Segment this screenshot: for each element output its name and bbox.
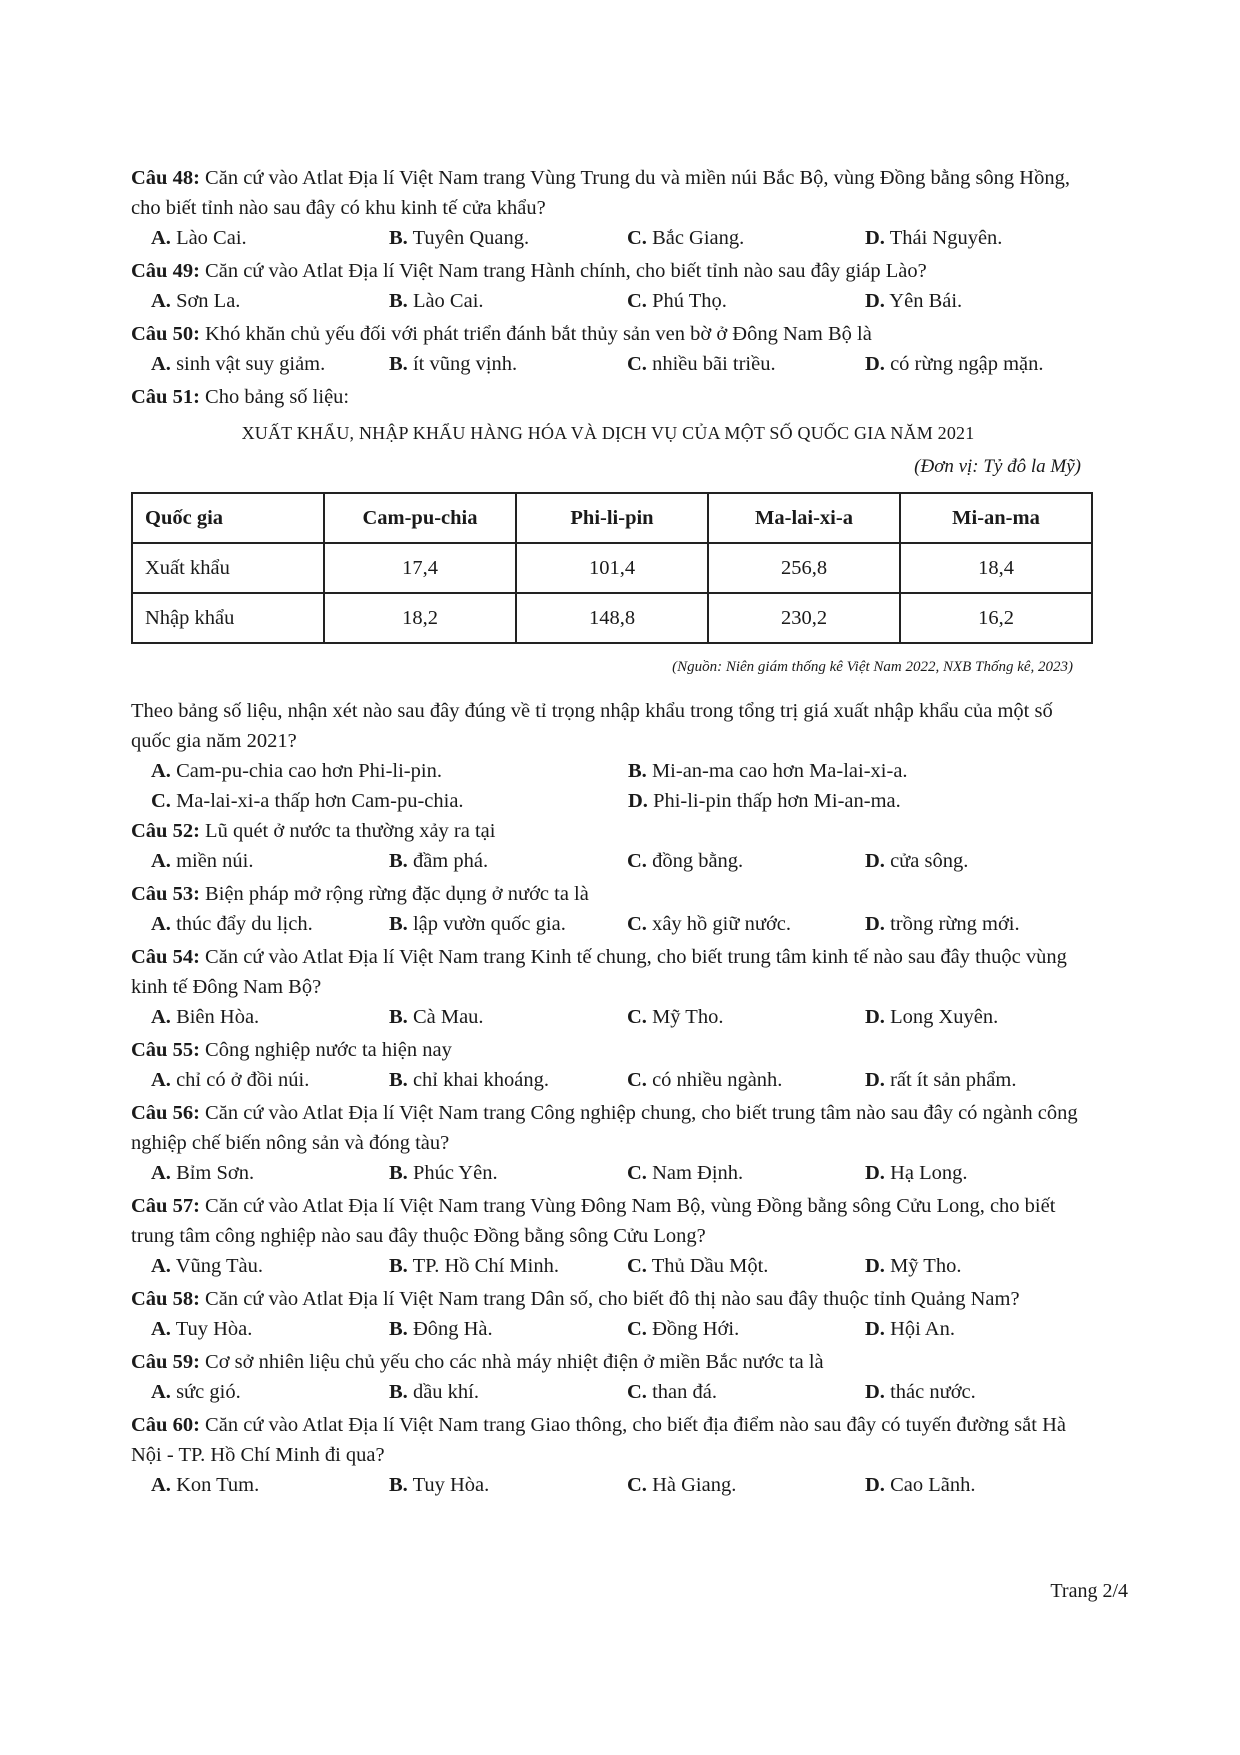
answer-option-b[interactable]: B. Cà Mau. bbox=[389, 1006, 484, 1028]
question-text: Căn cứ vào Atlat Địa lí Việt Nam trang Công nghiệp chung, cho biết trung tâm nào sau đây có ngành công nghiệp chế biến nông sản và đóng tàu? bbox=[131, 1102, 1078, 1154]
answer-option-a[interactable]: A. sinh vật suy giảm. bbox=[151, 353, 326, 375]
question bbox=[131, 256, 1085, 316]
answer-option-d[interactable]: D. Hạ Long. bbox=[865, 1162, 968, 1184]
answer-options bbox=[131, 349, 1085, 379]
answer-option-d[interactable]: D. Mỹ Tho. bbox=[865, 1255, 962, 1277]
answer-option-a[interactable]: A. Sơn La. bbox=[151, 290, 241, 312]
answer-option-b[interactable]: B. dầu khí. bbox=[389, 1381, 479, 1403]
question-text: Căn cứ vào Atlat Địa lí Việt Nam trang Giao thông, cho biết địa điểm nào sau đây có tuyến đường sắt Hà Nội - TP. Hồ Chí Minh đi qua? bbox=[131, 1414, 1066, 1466]
answer-option-d[interactable]: D. rất ít sản phẩm. bbox=[865, 1069, 1017, 1091]
question-label: Câu 50: bbox=[131, 323, 200, 345]
data-table bbox=[131, 492, 1093, 644]
question-label: Câu 49: bbox=[131, 260, 200, 282]
question-text: Công nghiệp nước ta hiện nay bbox=[199, 1039, 452, 1061]
question-label: Câu 59: bbox=[131, 1351, 200, 1373]
answer-option-a[interactable]: A. Bỉm Sơn. bbox=[151, 1162, 255, 1184]
question bbox=[131, 163, 1085, 253]
question-text: Theo bảng số liệu, nhận xét nào sau đây đúng về tỉ trọng nhập khẩu trong tổng trị giá xuất nhập khẩu của một số quốc gia năm 2021? bbox=[131, 700, 1053, 752]
table-cell: 18,2 bbox=[324, 593, 516, 643]
header-cell: Quốc gia bbox=[132, 493, 324, 543]
questions-48-50 bbox=[131, 163, 1085, 379]
answer-option-a[interactable]: A. chỉ có ở đồi núi. bbox=[151, 1069, 310, 1091]
answer-option-b[interactable]: B. Mi-an-ma cao hơn Ma-lai-xi-a. bbox=[628, 760, 908, 782]
answer-option-c[interactable]: C. Nam Định. bbox=[627, 1162, 744, 1184]
table-row bbox=[132, 543, 1092, 593]
answer-option-b[interactable]: B. Phúc Yên. bbox=[389, 1162, 498, 1184]
question-label: Câu 53: bbox=[131, 883, 200, 905]
answer-option-c[interactable]: C. than đá. bbox=[627, 1381, 717, 1403]
answer-option-d[interactable]: D. Thái Nguyên. bbox=[865, 227, 1003, 249]
answer-option-b[interactable]: B. ít vũng vịnh. bbox=[389, 353, 518, 375]
table-unit: (Đơn vị: Tỷ đô la Mỹ) bbox=[914, 456, 1081, 477]
question bbox=[131, 1191, 1085, 1281]
question-label: Câu 51: bbox=[131, 386, 200, 408]
question-label: Câu 58: bbox=[131, 1288, 200, 1310]
answer-option-c[interactable]: C. Thủ Dầu Một. bbox=[627, 1255, 769, 1277]
answer-options bbox=[131, 1251, 1085, 1281]
answer-option-c[interactable]: C. Mỹ Tho. bbox=[627, 1006, 724, 1028]
answer-option-a[interactable]: A. Vũng Tàu. bbox=[151, 1255, 263, 1277]
question-label: Câu 56: bbox=[131, 1102, 200, 1124]
question bbox=[131, 1098, 1085, 1188]
question bbox=[131, 1410, 1085, 1500]
question-label: Câu 52: bbox=[131, 820, 200, 842]
header-cell: Mi-an-ma bbox=[900, 493, 1092, 543]
question bbox=[131, 319, 1085, 379]
answer-option-d[interactable]: D. cửa sông. bbox=[865, 850, 969, 872]
questions-52-60 bbox=[131, 816, 1085, 1500]
answer-option-c[interactable]: C. có nhiều ngành. bbox=[627, 1069, 783, 1091]
header-cell: Phi-li-pin bbox=[516, 493, 708, 543]
question-text: Căn cứ vào Atlat Địa lí Việt Nam trang Vùng Trung du và miền núi Bắc Bộ, vùng Đồng bằng sông Hồng, cho biết tỉnh nào sau đây có khu kinh tế cửa khẩu? bbox=[131, 167, 1070, 219]
answer-option-a[interactable]: A. thúc đẩy du lịch. bbox=[151, 913, 313, 935]
answer-option-d[interactable]: D. thác nước. bbox=[865, 1381, 976, 1403]
table-cell: 16,2 bbox=[900, 593, 1092, 643]
answer-option-a[interactable]: A. sức gió. bbox=[151, 1381, 241, 1403]
question-label: Câu 48: bbox=[131, 167, 200, 189]
answer-option-d[interactable]: D. Cao Lãnh. bbox=[865, 1474, 976, 1496]
answer-option-b[interactable]: B. lập vườn quốc gia. bbox=[389, 913, 566, 935]
question bbox=[131, 879, 1085, 939]
answer-options bbox=[131, 1470, 1085, 1500]
answer-options bbox=[131, 756, 1085, 816]
answer-option-d[interactable]: D. có rừng ngập mặn. bbox=[865, 353, 1044, 375]
table-row bbox=[132, 593, 1092, 643]
question-label: Câu 55: bbox=[131, 1039, 200, 1061]
answer-option-b[interactable]: B. Tuy Hòa. bbox=[389, 1474, 490, 1496]
answer-option-b[interactable]: B. Đông Hà. bbox=[389, 1318, 493, 1340]
question-text: Căn cứ vào Atlat Địa lí Việt Nam trang Kinh tế chung, cho biết trung tâm kinh tế nào sau đây thuộc vùng kinh tế Đông Nam Bộ? bbox=[131, 946, 1067, 998]
table-cell: 101,4 bbox=[516, 543, 708, 593]
table-header-row bbox=[132, 493, 1092, 543]
answer-option-a[interactable]: A. Lào Cai. bbox=[151, 227, 247, 249]
answer-option-c[interactable]: C. Ma-lai-xi-a thấp hơn Cam-pu-chia. bbox=[151, 790, 464, 812]
table-cell: 230,2 bbox=[708, 593, 900, 643]
question-text: Cho bảng số liệu: bbox=[199, 386, 350, 408]
question-51 bbox=[131, 382, 1085, 816]
table-source: (Nguồn: Niên giám thống kê Việt Nam 2022, NXB Thống kê, 2023) bbox=[672, 659, 1073, 675]
question-text: Cơ sở nhiên liệu chủ yếu cho các nhà máy nhiệt điện ở miền Bắc nước ta là bbox=[199, 1351, 824, 1373]
answer-options bbox=[131, 1158, 1085, 1188]
answer-option-d[interactable]: D. Phi-li-pin thấp hơn Mi-an-ma. bbox=[628, 790, 901, 812]
answer-option-a[interactable]: A. Kon Tum. bbox=[151, 1474, 260, 1496]
answer-option-d[interactable]: D. trồng rừng mới. bbox=[865, 913, 1020, 935]
table-cell: 17,4 bbox=[324, 543, 516, 593]
answer-option-b[interactable]: B. Tuyên Quang. bbox=[389, 227, 530, 249]
answer-options bbox=[131, 1314, 1085, 1344]
answer-option-a[interactable]: A. Biên Hòa. bbox=[151, 1006, 260, 1028]
question bbox=[131, 1284, 1085, 1344]
answer-option-b[interactable]: B. Lào Cai. bbox=[389, 290, 484, 312]
question-text: Lũ quét ở nước ta thường xảy ra tại bbox=[199, 820, 496, 842]
row-label: Xuất khẩu bbox=[132, 543, 324, 593]
header-cell: Cam-pu-chia bbox=[324, 493, 516, 543]
answer-option-d[interactable]: D. Long Xuyên. bbox=[865, 1006, 999, 1028]
answer-option-d[interactable]: D. Hội An. bbox=[865, 1318, 955, 1340]
answer-option-c[interactable]: C. đồng bằng. bbox=[627, 850, 744, 872]
question-label: Câu 60: bbox=[131, 1414, 200, 1436]
answer-options bbox=[131, 223, 1085, 253]
table-cell: 256,8 bbox=[708, 543, 900, 593]
question-text: Căn cứ vào Atlat Địa lí Việt Nam trang Hành chính, cho biết tỉnh nào sau đây giáp Lào? bbox=[199, 260, 927, 282]
question-text: Biện pháp mở rộng rừng đặc dụng ở nước ta là bbox=[199, 883, 589, 905]
answer-option-a[interactable]: A. miền núi. bbox=[151, 850, 254, 872]
answer-option-c[interactable]: C. Bắc Giang. bbox=[627, 227, 745, 249]
exam-page bbox=[131, 163, 1085, 1503]
answer-option-b[interactable]: B. TP. Hồ Chí Minh. bbox=[389, 1255, 559, 1277]
answer-option-c[interactable]: C. Đồng Hới. bbox=[627, 1318, 740, 1340]
question bbox=[131, 1035, 1085, 1095]
table-title: XUẤT KHẨU, NHẬP KHẨU HÀNG HÓA VÀ DỊCH VỤ CỦA MỘT SỐ QUỐC GIA NĂM 2021 bbox=[241, 423, 975, 443]
page-number: Trang 2/4 bbox=[1050, 1580, 1128, 1602]
answer-option-b[interactable]: B. đầm phá. bbox=[389, 850, 489, 872]
header-cell: Ma-lai-xi-a bbox=[708, 493, 900, 543]
answer-option-c[interactable]: C. nhiều bãi triều. bbox=[627, 353, 776, 375]
row-label: Nhập khẩu bbox=[132, 593, 324, 643]
answer-options bbox=[131, 286, 1085, 316]
answer-options bbox=[131, 846, 1085, 876]
question bbox=[131, 1347, 1085, 1407]
question bbox=[131, 942, 1085, 1032]
question-text: Căn cứ vào Atlat Địa lí Việt Nam trang Dân số, cho biết đô thị nào sau đây thuộc tỉnh Quảng Nam? bbox=[199, 1288, 1020, 1310]
table-cell: 148,8 bbox=[516, 593, 708, 643]
answer-option-a[interactable]: A. Tuy Hòa. bbox=[151, 1318, 253, 1340]
answer-options bbox=[131, 1002, 1085, 1032]
answer-option-c[interactable]: C. Hà Giang. bbox=[627, 1474, 737, 1496]
question-label: Câu 57: bbox=[131, 1195, 200, 1217]
answer-option-c[interactable]: C. xây hồ giữ nước. bbox=[627, 913, 792, 935]
table-cell: 18,4 bbox=[900, 543, 1092, 593]
answer-options bbox=[131, 909, 1085, 939]
question bbox=[131, 816, 1085, 876]
question-text: Khó khăn chủ yếu đối với phát triển đánh bắt thủy sản ven bờ ở Đông Nam Bộ là bbox=[199, 323, 872, 345]
answer-options bbox=[131, 1065, 1085, 1095]
question-label: Câu 54: bbox=[131, 946, 200, 968]
answer-option-d[interactable]: D. Yên Bái. bbox=[865, 290, 963, 312]
answer-option-b[interactable]: B. chỉ khai khoáng. bbox=[389, 1069, 550, 1091]
answer-option-a[interactable]: A. Cam-pu-chia cao hơn Phi-li-pin. bbox=[151, 760, 442, 782]
question-text: Căn cứ vào Atlat Địa lí Việt Nam trang Vùng Đông Nam Bộ, vùng Đồng bằng sông Cửu Long, cho biết trung tâm công nghiệp nào sau đây thuộc Đồng bằng sông Cửu Long? bbox=[131, 1195, 1056, 1247]
answer-option-c[interactable]: C. Phú Thọ. bbox=[627, 290, 727, 312]
answer-options bbox=[131, 1377, 1085, 1407]
